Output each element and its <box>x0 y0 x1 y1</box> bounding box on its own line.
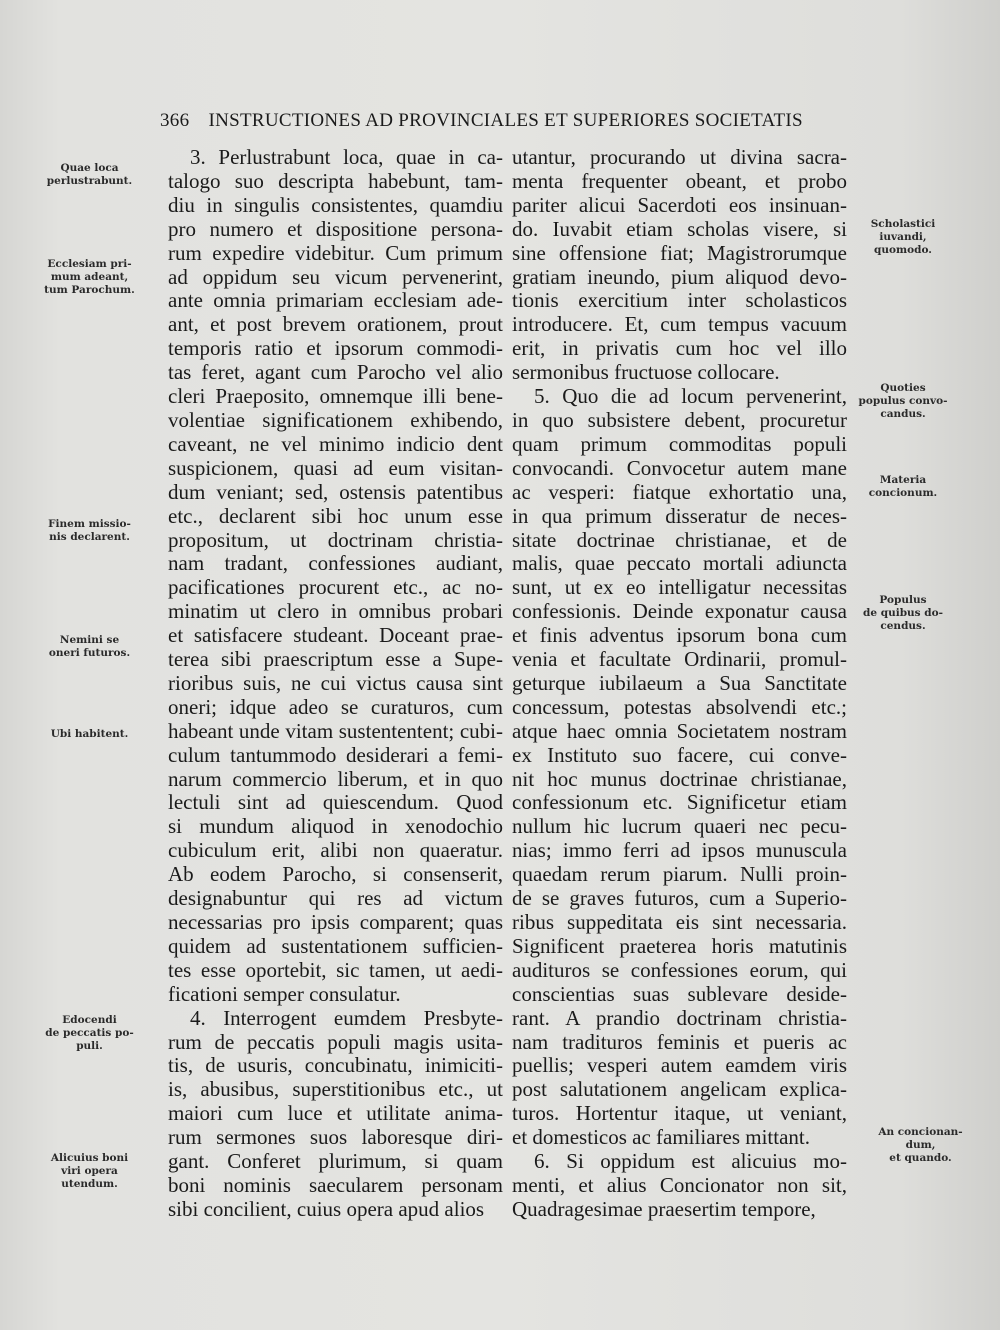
text-line: confessionis. Deinde exponatur causa <box>512 599 847 624</box>
margin-note-line: Nemini se <box>59 634 120 646</box>
margin-note-line: Populus <box>879 594 927 606</box>
margin-note-line: Materia <box>879 474 927 486</box>
text-line: utantur, procurando ut divina sacra- <box>512 145 847 169</box>
text-line: oneri; idque adeo se curaturos, cum <box>168 694 503 719</box>
text-line: menti, et alius Concionator non sit, <box>512 1172 847 1197</box>
text-line: et satisfacere studeant. Doceant prae- <box>168 623 503 648</box>
text-line: cubiculum erit, alibi non quaeratur. <box>168 838 503 863</box>
margin-note <box>22 1152 157 1191</box>
text-line: sitate doctrinae christianae, et de <box>512 527 847 552</box>
text-line: maiori cum luce et utilitate anima- <box>168 1101 503 1126</box>
text-line: confessionum etc. Significetur etiam <box>512 790 847 815</box>
text-line: post salutationem angelicam explica- <box>512 1077 847 1102</box>
margin-note-line: cendus. <box>880 620 926 632</box>
text-line: erit, in privatis cum hoc vel illo <box>512 336 847 361</box>
text-line: in qua primum disseratur de neces- <box>512 503 847 528</box>
text-line: sibi concilient, cuius opera apud alios <box>168 1196 485 1221</box>
text-line: caveant, ne vel minimo indicio dent <box>168 431 503 456</box>
text-line: ad oppidum seu vicum pervenerint, <box>168 264 503 289</box>
text-line: is, abusibus, superstitionibus etc., ut <box>168 1077 503 1102</box>
margin-note-line: populus convo- <box>858 395 948 407</box>
text-line: si mundum aliquod in xenodochio <box>168 814 503 839</box>
text-line: sermonibus fructuose collocare. <box>512 360 780 385</box>
text-line: quaedam rerum piarum. Nulli proin- <box>512 862 847 887</box>
margin-note-line: Finem missio- <box>48 518 131 530</box>
margin-note <box>22 728 157 741</box>
margin-note-line: perlustrabunt. <box>46 175 133 187</box>
margin-note <box>22 258 157 297</box>
running-header <box>160 110 803 132</box>
text-line: tes esse oportebit, sic tamen, ut aedi- <box>168 957 503 982</box>
text-line: volentiae significationem exhibendo, <box>168 407 503 432</box>
text-line: concessum, potestas absolvendi etc.; <box>512 694 847 719</box>
margin-note-line: Quae loca <box>60 162 119 174</box>
text-line: etc., declarent sibi hoc unum esse <box>168 503 503 528</box>
text-line: ribus suppeditata eis sint necessaria. <box>512 910 847 934</box>
margin-note-line: Ecclesiam pri- <box>47 258 132 270</box>
text-line: designabuntur qui res ad victum <box>168 886 503 911</box>
text-line: cleri Praeposito, omnemque illi bene- <box>168 384 503 409</box>
margin-note-line: iuvandi, <box>879 231 927 243</box>
text-line: Quadragesimae praesertim tempore, <box>512 1196 816 1221</box>
margin-note-line: puli. <box>76 1040 103 1052</box>
text-line: pariter alicui Sacerdoti eos insinuan- <box>512 192 847 217</box>
text-line: ant, et post brevem orationem, prout <box>168 312 503 337</box>
text-line: rum sermones suos laboresque diri- <box>168 1125 503 1150</box>
text-line: rioribus suis, ne cui victus causa sint <box>168 670 503 695</box>
text-line: nit hoc munus doctrinae christianae, <box>512 766 847 791</box>
text-line: lectuli sint ad quiescendum. Quod <box>168 790 503 815</box>
margin-note <box>22 162 157 188</box>
text-line: 4. Interrogent eumdem Presbyte- <box>190 1005 503 1030</box>
left-text-column <box>168 146 503 1222</box>
margin-note-line: concionum. <box>868 487 938 499</box>
text-line: tas feret, agant cum Parocho vel alio <box>168 360 503 385</box>
text-line: introducere. Et, cum tempus vacuum <box>512 312 847 337</box>
text-line: tis, de usuris, concubinatu, inimiciti- <box>168 1053 503 1078</box>
text-line: sine offensione fiat; Magistrorumque <box>512 240 847 265</box>
text-line: de se graves futuros, cum a Superio- <box>512 886 847 911</box>
margin-note-line: mum adeant, <box>50 271 129 283</box>
text-line: rum de peccatis populi magis usita- <box>168 1029 503 1054</box>
text-line: pro numero et dispositione persona- <box>168 216 503 241</box>
text-line: 5. Quo die ad locum pervenerint, <box>534 384 847 409</box>
margin-note-line: quomodo. <box>874 244 932 256</box>
margin-note-line: Ubi habitent. <box>50 728 129 740</box>
text-line: sunt, ut ex eo intelligatur necessitas <box>512 575 847 600</box>
text-line: minatim ut clero in omnibus probari <box>168 599 503 624</box>
margin-note-line: de peccatis po- <box>45 1027 134 1039</box>
margin-note <box>848 594 958 633</box>
text-line: gratiam ineundo, pium aliquod devo- <box>512 264 847 289</box>
text-line: habeant unde vitam sustententent; cubi- <box>168 718 503 743</box>
margin-note-line: Scholastici <box>870 218 936 230</box>
text-line: auditur​os se confessiones eorum, qui <box>512 957 847 982</box>
text-line: rant. A prandio doctrinam christia- <box>512 1005 847 1030</box>
text-line: 6. Si oppidum est alicuius mo- <box>534 1149 847 1174</box>
text-line: ficationi semper consulatur. <box>168 981 401 1006</box>
text-line: atque haec omnia Societatem nostram <box>512 718 847 743</box>
text-line: nam tradant, confessiones audiant, <box>168 551 503 576</box>
text-line: ex Instituto suo facere, cui conve- <box>512 742 847 767</box>
margin-note <box>848 218 958 257</box>
text-line: dum veniant; sed, ostensis patentibus <box>168 479 503 504</box>
margin-note <box>22 634 157 660</box>
margin-note-line: viri opera <box>61 1165 118 1177</box>
text-line: malis, quae peccato mortali adiuncta <box>512 551 847 576</box>
text-line: quam primum commoditas populi <box>512 431 847 456</box>
margin-note-line: oneri futuros. <box>48 647 131 659</box>
margin-note-line: Alicuius boni <box>50 1152 129 1164</box>
text-line: Significent praeterea horis matutinis <box>512 933 847 958</box>
margin-note-line: et quando. <box>889 1152 952 1164</box>
text-line: propositum, ut doctrinam christia- <box>168 527 503 552</box>
text-line: menta frequenter obeant, et probo <box>512 168 847 193</box>
margin-note-line: dum, <box>905 1139 936 1151</box>
margin-note <box>848 382 958 421</box>
margin-note <box>22 518 157 544</box>
text-line: geturque iubilaeum a Sua Sanctitate <box>512 670 847 695</box>
text-line: culum tantummodo desiderari a femi- <box>168 742 503 767</box>
margin-note-line: candus. <box>880 408 926 420</box>
margin-note-line: Quoties <box>880 382 926 394</box>
running-title: INSTRUCTIONES AD PROVINCIALES ET SUPERIORES SOCIETATIS <box>208 110 803 131</box>
margin-note-line: nis declarent. <box>49 531 130 543</box>
margin-note-line: de quibus do- <box>863 607 943 619</box>
right-text-column <box>512 146 847 1222</box>
text-line: do. Iuvabit etiam scholas visere, si <box>512 216 847 241</box>
text-line: pacificationes procurent etc., ac no- <box>168 575 503 600</box>
margin-note-line: An concionan- <box>878 1126 963 1138</box>
text-line: quidem ad sustentationem sufficien- <box>168 933 503 958</box>
text-line: convocandi. Convocetur autem mane <box>512 455 847 480</box>
margin-note-line: utendum. <box>61 1178 118 1190</box>
text-line: tionis exercitium inter scholasticos <box>512 288 847 313</box>
text-line: diu in singulis consistentes, quamdiu <box>168 192 503 217</box>
text-line: gant. Conferet plurimum, si quam <box>168 1149 503 1174</box>
margin-note <box>858 1126 983 1165</box>
text-line: boni nominis saecularem personam <box>168 1172 503 1197</box>
text-line: rum expedire videbitur. Cum primum <box>168 240 503 265</box>
text-line: nam traditur​os feminis et pueris ac <box>512 1029 847 1054</box>
text-line: Ab eodem Parocho, si consenserit, <box>168 862 503 887</box>
text-line: 3. Perlustrabunt loca, quae in ca- <box>190 145 503 169</box>
text-line: in quo subsistere debent, procuretur <box>512 407 847 432</box>
text-line: venia et facultate Ordinarii, promul- <box>512 647 847 672</box>
margin-note-line: Edocendi <box>62 1014 117 1026</box>
text-line: ac vesperi: fiatque exhortatio una, <box>512 479 847 504</box>
text-line: suspicionem, quasi ad eum visitan- <box>168 455 503 480</box>
text-line: turos. Hortentur itaque, ut veniant, <box>512 1101 847 1126</box>
text-line: narum commercio liberum, et in quo <box>168 766 503 791</box>
text-line: terea sibi praescriptum esse a Supe- <box>168 647 503 672</box>
margin-note-line: tum Parochum. <box>44 284 135 296</box>
text-line: nias; immo ferri ad ipsos munuscula <box>512 838 847 863</box>
margin-note <box>848 474 958 500</box>
text-line: ante omnia primariam ecclesiam ade- <box>168 288 503 313</box>
text-line: talogo suo descripta habebunt, tam- <box>168 168 503 193</box>
text-line: puellis; vesperi autem eamdem viris <box>512 1053 847 1078</box>
margin-note <box>22 1014 157 1053</box>
text-line: et finis adventus ipsorum bona cum <box>512 623 847 648</box>
text-line: temporis ratio et ipsorum commodi- <box>168 336 503 361</box>
text-line: conscientias suas sublevare deside- <box>512 981 847 1006</box>
page-number: 366 <box>160 110 190 131</box>
text-line: nullum hic lucrum quaeri nec pecu- <box>512 814 847 839</box>
text-line: necessarias pro ipsis comparent; quas <box>168 910 503 934</box>
text-line: et domesticos ac familiares mittant. <box>512 1125 810 1150</box>
